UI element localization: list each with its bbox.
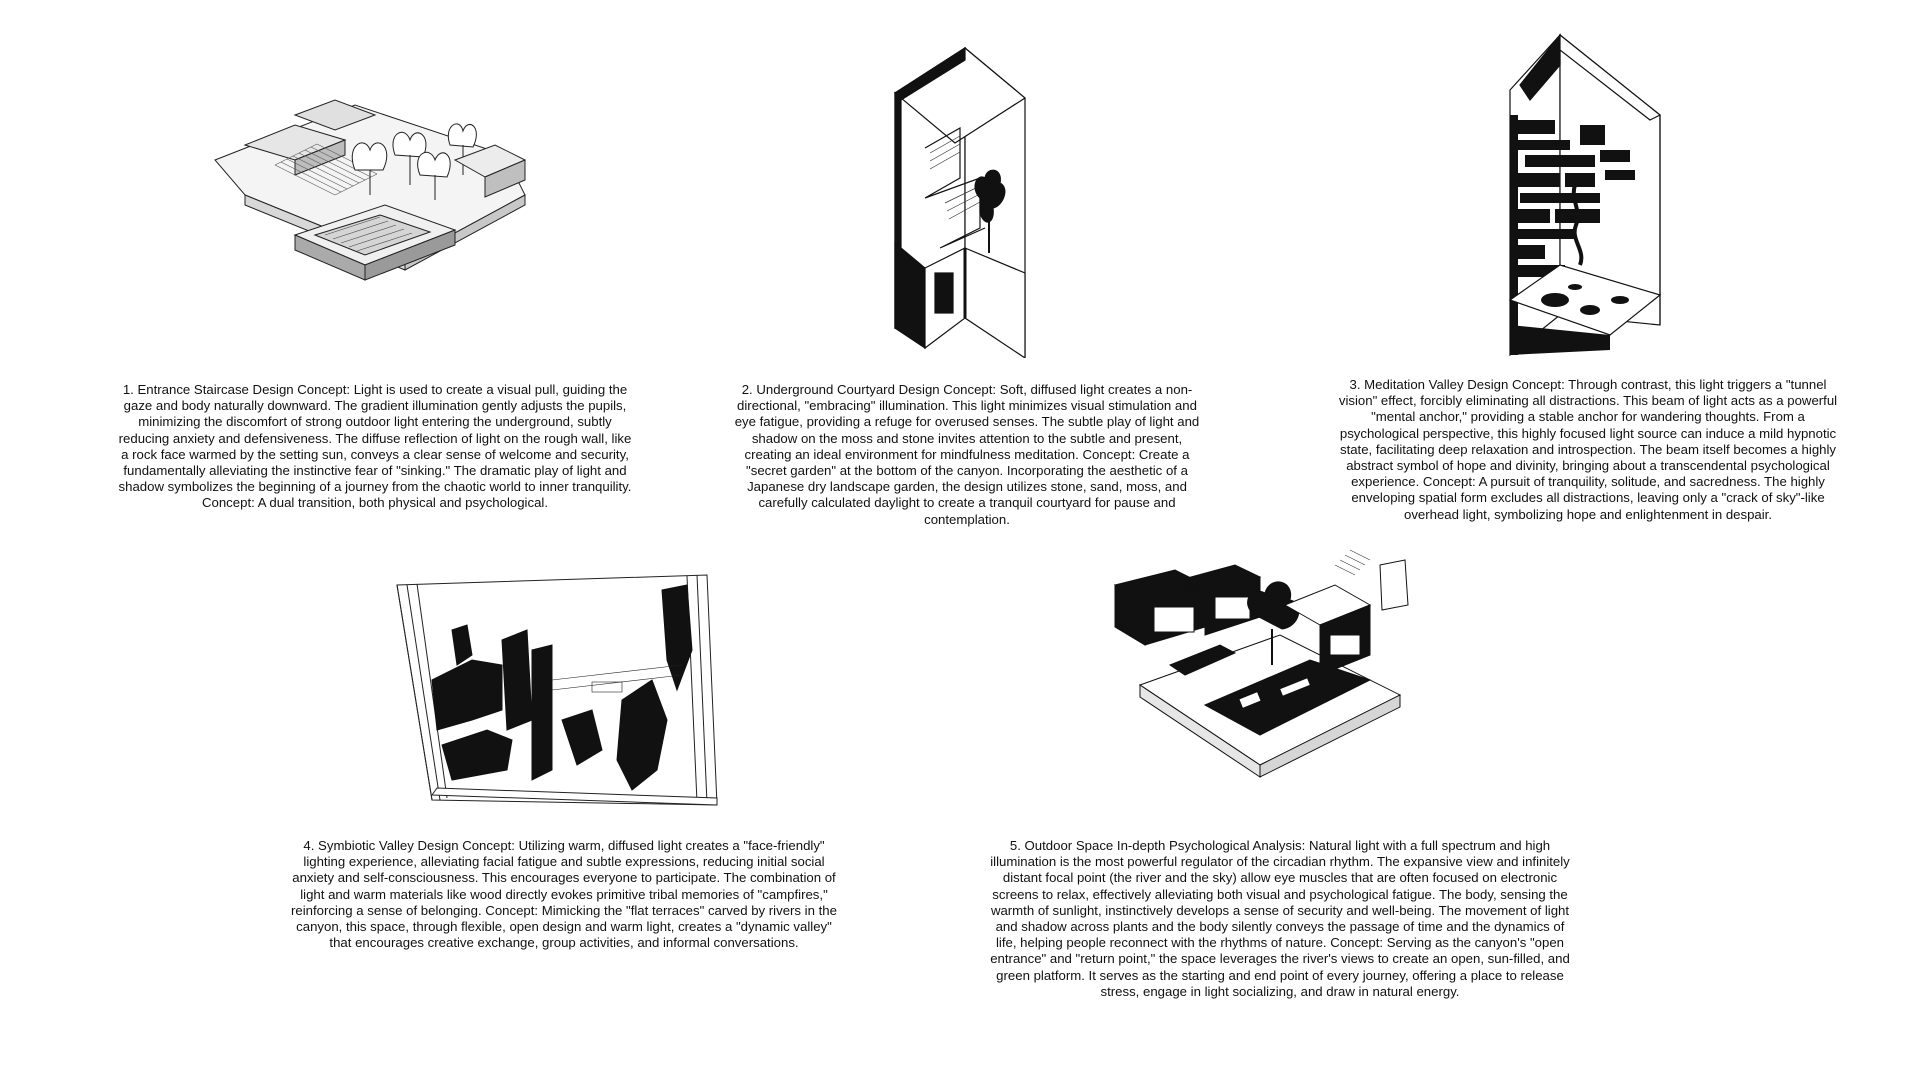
meditation-valley-drawing [1500,25,1670,365]
underground-courtyard-drawing [885,28,1035,358]
outdoor-space-drawing [1110,545,1410,815]
caption-meditation-valley: 3. Meditation Valley Design Concept: Through contrast, this light triggers a "tunnel vision" effect, forcibly eliminating all distractions. This beam of light acts as a powerful "mental anchor," providing a stable anchor for wandering thoughts. From a psychological perspective, this highly focused light source can induce a mild hypnotic state, facilitating deep relaxation and introspection. The beam itself becomes a highly abstract symbol of hope and divinity, bringing about a transcendental psychological experience. Concept: A pursuit of tranquility, solitude, and sacredness. The highly enveloping spatial form excludes all distractions, leaving only a "crack of sky"-like overhead light, symbolizing hope and enlightenment in despair. [1338,377,1838,522]
entrance-staircase-drawing [205,85,545,325]
caption-underground-courtyard: 2. Underground Courtyard Design Concept: Soft, diffused light creates a non-directional, "embracing" illumination. This light minimizes visual stimulation and eye fatigue, providing a refuge for overused senses. The subtle play of light and shadow on the moss and stone invites attention to the subtle and present, creating an ideal environment for mindfulness meditation. Concept: Create a "secret garden" at the bottom of the canyon. Incorporating the aesthetic of a Japanese dry landscape garden, the design utilizes stone, sand, moss, and carefully calculated daylight to create a tranquil courtyard for pause and contemplation. [734,382,1200,527]
caption-entrance-staircase: 1. Entrance Staircase Design Concept: Light is used to create a visual pull, guiding the gaze and body naturally downward. The gradient illumination gently adjusts the pupils, minimizing the discomfort of strong outdoor light entering the underground, subtly reducing anxiety and defensiveness. The diffuse reflection of light on the rough wall, like a rock face warmed by the setting sun, conveys a clear sense of welcome and security, fundamentally alleviating the instinctive fear of "sinking." The dramatic play of light and shadow symbolizes the beginning of a journey from the chaotic world to inner tranquility. Concept: A dual transition, both physical and psychological. [118,382,632,511]
symbiotic-valley-drawing [392,570,720,806]
caption-outdoor-space: 5. Outdoor Space In-depth Psychological Analysis: Natural light with a full spectrum and high illumination is the most powerful regulator of the circadian rhythm. The expansive view and infinitely distant focal point (the river and the sky) allow eye muscles that are often focused on electronic screens to relax, effectively alleviating both visual and psychological fatigue. The body, sensing the warmth of sunlight, instinctively develops a sense of security and well-being. The movement of light and shadow across plants and the body silently conveys the passage of time and the dynamics of life, helping people reconnect with the rhythms of nature. Concept: Serving as the canyon's "open entrance" and "return point," the space leverages the river's views to create an open, sun-filled, and green platform. It serves as the starting and end point of every journey, offering a place to release stress, engage in light socializing, and draw in natural energy. [990,838,1570,999]
caption-symbiotic-valley: 4. Symbiotic Valley Design Concept: Utilizing warm, diffused light creates a "face-friendly" lighting experience, alleviating facial fatigue and subtle expressions, reducing initial social anxiety and self-consciousness. This encourages everyone to participate. The combination of light and warm materials like wood directly evokes primitive tribal memories of "campfires," reinforcing a sense of belonging. Concept: Mimicking the "flat terraces" carved by rivers in the canyon, this space, through flexible, open design and warm light, creates a "dynamic valley" that encourages creative exchange, group activities, and informal conversations. [291,838,837,951]
